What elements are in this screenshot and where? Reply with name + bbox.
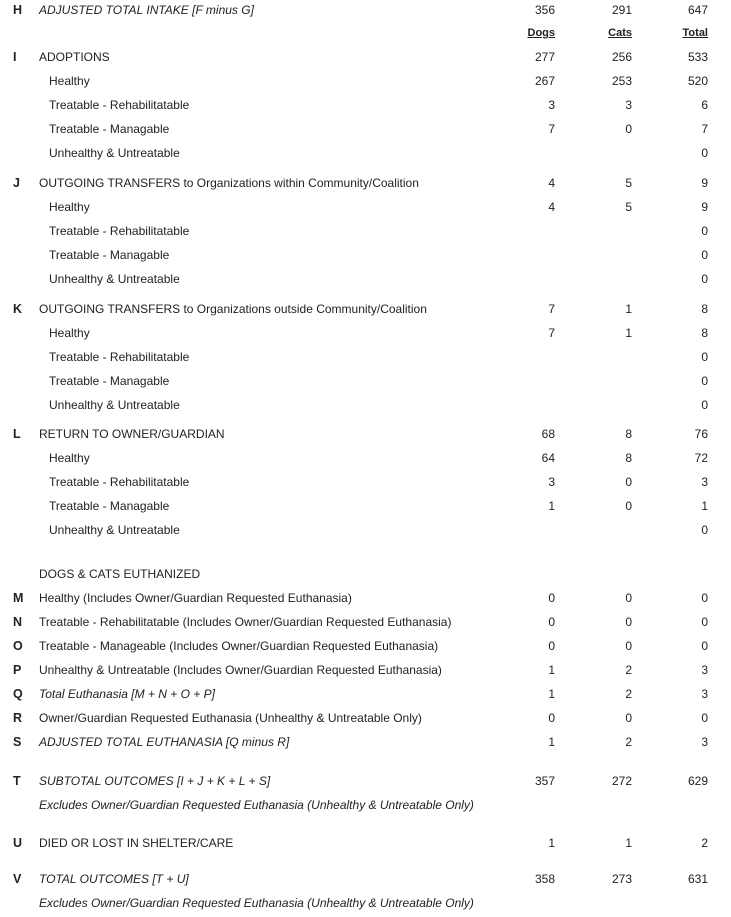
total-value: 0 xyxy=(701,374,708,388)
cats-value: 5 xyxy=(625,176,632,190)
cats-value: 2 xyxy=(625,735,632,749)
row-code: Q xyxy=(13,687,23,701)
row-label: Treatable - Rehabilitatable xyxy=(49,350,190,364)
total-value: 0 xyxy=(701,146,708,160)
cats-value: 3 xyxy=(625,98,632,112)
row-code: P xyxy=(13,663,22,677)
dogs-value: 7 xyxy=(548,302,555,316)
total-value: 76 xyxy=(694,427,708,441)
total-value: 0 xyxy=(701,248,708,262)
dogs-value: 68 xyxy=(541,427,555,441)
table-row xyxy=(0,566,731,582)
table-row xyxy=(0,397,731,413)
row-code: L xyxy=(13,427,21,441)
total-value: 0 xyxy=(701,711,708,725)
cats-value: 1 xyxy=(625,326,632,340)
dogs-value: 4 xyxy=(548,200,555,214)
total-value: 3 xyxy=(701,475,708,489)
row-label: Treatable - Managable xyxy=(49,122,170,136)
total-value: 0 xyxy=(701,224,708,238)
dogs-value: 357 xyxy=(534,774,555,788)
table-row xyxy=(0,498,731,514)
row-label: Treatable - Managable xyxy=(49,374,170,388)
row-label: Healthy xyxy=(49,74,90,88)
dogs-value: 0 xyxy=(548,591,555,605)
cats-value: 8 xyxy=(625,451,632,465)
cats-value: 0 xyxy=(625,591,632,605)
cats-value: 291 xyxy=(611,3,632,17)
cats-value: 0 xyxy=(625,639,632,653)
total-value: 8 xyxy=(701,326,708,340)
row-label: Healthy xyxy=(49,326,90,340)
cats-value: 2 xyxy=(625,687,632,701)
section-row-n xyxy=(0,614,731,630)
row-code: T xyxy=(13,774,21,788)
total-value: 9 xyxy=(701,200,708,214)
total-value: 7 xyxy=(701,122,708,136)
row-code: V xyxy=(13,872,22,886)
total-value: 3 xyxy=(701,735,708,749)
row-label: Unhealthy & Untreatable xyxy=(49,398,180,412)
dogs-value: 0 xyxy=(548,615,555,629)
table-row xyxy=(0,474,731,490)
row-label: Treatable - Rehabilitatable (Includes Owner/Guardian Requested Euthanasia) xyxy=(39,615,452,629)
row-label: ADOPTIONS xyxy=(39,50,110,64)
cats-value: 256 xyxy=(611,50,632,64)
table-row xyxy=(0,121,731,137)
dogs-value: 7 xyxy=(548,122,555,136)
table-row xyxy=(0,325,731,341)
row-label: Unhealthy & Untreatable xyxy=(49,146,180,160)
table-row xyxy=(0,373,731,389)
cats-value: 0 xyxy=(625,711,632,725)
row-code: K xyxy=(13,302,23,316)
total-value: 0 xyxy=(701,350,708,364)
total-value: 0 xyxy=(701,398,708,412)
row-code: S xyxy=(13,735,22,749)
row-label: Unhealthy & Untreatable (Includes Owner/Guardian Requested Euthanasia) xyxy=(39,663,442,677)
row-label: Healthy xyxy=(49,200,90,214)
section-row-t xyxy=(0,773,731,789)
row-label: DOGS & CATS EUTHANIZED xyxy=(39,567,201,581)
dogs-value: 7 xyxy=(548,326,555,340)
row-label: DIED OR LOST IN SHELTER/CARE xyxy=(39,836,234,850)
table-row xyxy=(0,895,731,911)
total-value: 0 xyxy=(701,523,708,537)
total-value: 0 xyxy=(701,615,708,629)
table-row xyxy=(0,247,731,263)
row-code: U xyxy=(13,836,23,850)
total-value: 629 xyxy=(687,774,708,788)
row-code: N xyxy=(13,615,23,629)
row-label: ADJUSTED TOTAL INTAKE [F minus G] xyxy=(39,3,254,17)
table-row xyxy=(0,450,731,466)
row-code: I xyxy=(13,50,17,64)
table-row xyxy=(0,223,731,239)
dogs-value: 1 xyxy=(548,735,555,749)
row-label: ADJUSTED TOTAL EUTHANASIA [Q minus R] xyxy=(39,735,290,749)
dogs-value: 1 xyxy=(548,499,555,513)
row-code: R xyxy=(13,711,23,725)
row-label: Treatable - Managable xyxy=(49,248,170,262)
row-label: Unhealthy & Untreatable xyxy=(49,272,180,286)
table-row xyxy=(0,797,731,813)
total-value: 6 xyxy=(701,98,708,112)
table-row xyxy=(0,97,731,113)
table-row xyxy=(0,522,731,538)
section-row-i xyxy=(0,49,731,65)
cats-value: 8 xyxy=(625,427,632,441)
row-label: Treatable - Rehabilitatable xyxy=(49,98,190,112)
total-value: 72 xyxy=(694,451,708,465)
section-row-p xyxy=(0,662,731,678)
cats-value: 0 xyxy=(625,615,632,629)
row-code: H xyxy=(13,3,23,17)
row-label: Healthy (Includes Owner/Guardian Requested Euthanasia) xyxy=(39,591,352,605)
table-row xyxy=(0,349,731,365)
total-value: 9 xyxy=(701,176,708,190)
section-row-k xyxy=(0,301,731,317)
dogs-value: 1 xyxy=(548,663,555,677)
cats-value: 273 xyxy=(611,872,632,886)
dogs-value: 4 xyxy=(548,176,555,190)
table-row xyxy=(0,271,731,287)
dogs-value: 3 xyxy=(548,475,555,489)
cats-value: 272 xyxy=(611,774,632,788)
row-label: Unhealthy & Untreatable xyxy=(49,523,180,537)
section-row-h xyxy=(0,2,731,18)
cats-value: 0 xyxy=(625,122,632,136)
section-row-l xyxy=(0,426,731,442)
dogs-value: 356 xyxy=(534,3,555,17)
table-row xyxy=(0,73,731,89)
section-row-v xyxy=(0,871,731,887)
column-header-total: Total xyxy=(682,27,708,39)
dogs-value: 0 xyxy=(548,639,555,653)
total-value: 520 xyxy=(687,74,708,88)
cats-value: 2 xyxy=(625,663,632,677)
cats-value: 5 xyxy=(625,200,632,214)
dogs-value: 358 xyxy=(534,872,555,886)
total-value: 1 xyxy=(701,499,708,513)
total-value: 3 xyxy=(701,663,708,677)
row-label: Treatable - Rehabilitatable xyxy=(49,224,190,238)
cats-value: 0 xyxy=(625,475,632,489)
total-value: 647 xyxy=(687,3,708,17)
dogs-value: 1 xyxy=(548,836,555,850)
dogs-value: 277 xyxy=(534,50,555,64)
section-row-m xyxy=(0,590,731,606)
dogs-value: 267 xyxy=(534,74,555,88)
row-label: Total Euthanasia [M + N + O + P] xyxy=(39,687,215,701)
dogs-value: 1 xyxy=(548,687,555,701)
row-label: Treatable - Manageable (Includes Owner/Guardian Requested Euthanasia) xyxy=(39,639,439,653)
table-row xyxy=(0,145,731,161)
dogs-value: 3 xyxy=(548,98,555,112)
row-label: RETURN TO OWNER/GUARDIAN xyxy=(39,427,225,441)
total-value: 0 xyxy=(701,591,708,605)
total-value: 2 xyxy=(701,836,708,850)
section-row-u xyxy=(0,835,731,851)
total-value: 8 xyxy=(701,302,708,316)
table-row xyxy=(0,199,731,215)
cats-value: 0 xyxy=(625,499,632,513)
row-label: Excludes Owner/Guardian Requested Euthanasia (Unhealthy & Untreatable Only) xyxy=(39,896,474,910)
column-header-dogs: Dogs xyxy=(527,27,555,39)
section-row-r xyxy=(0,710,731,726)
column-header-row xyxy=(0,25,731,41)
row-label: Healthy xyxy=(49,451,90,465)
section-row-j xyxy=(0,175,731,191)
dogs-value: 0 xyxy=(548,711,555,725)
dogs-value: 64 xyxy=(541,451,555,465)
cats-value: 1 xyxy=(625,836,632,850)
row-code: M xyxy=(13,591,24,605)
row-label: Owner/Guardian Requested Euthanasia (Unhealthy & Untreatable Only) xyxy=(39,711,422,725)
row-label: Excludes Owner/Guardian Requested Euthanasia (Unhealthy & Untreatable Only) xyxy=(39,798,474,812)
section-row-s xyxy=(0,734,731,750)
row-label: Treatable - Rehabilitatable xyxy=(49,475,190,489)
section-row-q xyxy=(0,686,731,702)
cats-value: 1 xyxy=(625,302,632,316)
row-label: Treatable - Managable xyxy=(49,499,170,513)
row-code: O xyxy=(13,639,23,653)
row-label: TOTAL OUTCOMES [T + U] xyxy=(39,872,189,886)
row-label: OUTGOING TRANSFERS to Organizations within Community/Coalition xyxy=(39,176,419,190)
column-header-cats: Cats xyxy=(608,27,632,39)
row-label: SUBTOTAL OUTCOMES [I + J + K + L + S] xyxy=(39,774,271,788)
cats-value: 253 xyxy=(611,74,632,88)
total-value: 0 xyxy=(701,639,708,653)
section-row-o xyxy=(0,638,731,654)
row-code: J xyxy=(13,176,20,190)
row-label: OUTGOING TRANSFERS to Organizations outside Community/Coalition xyxy=(39,302,427,316)
total-value: 3 xyxy=(701,687,708,701)
total-value: 631 xyxy=(687,872,708,886)
total-value: 0 xyxy=(701,272,708,286)
total-value: 533 xyxy=(687,50,708,64)
